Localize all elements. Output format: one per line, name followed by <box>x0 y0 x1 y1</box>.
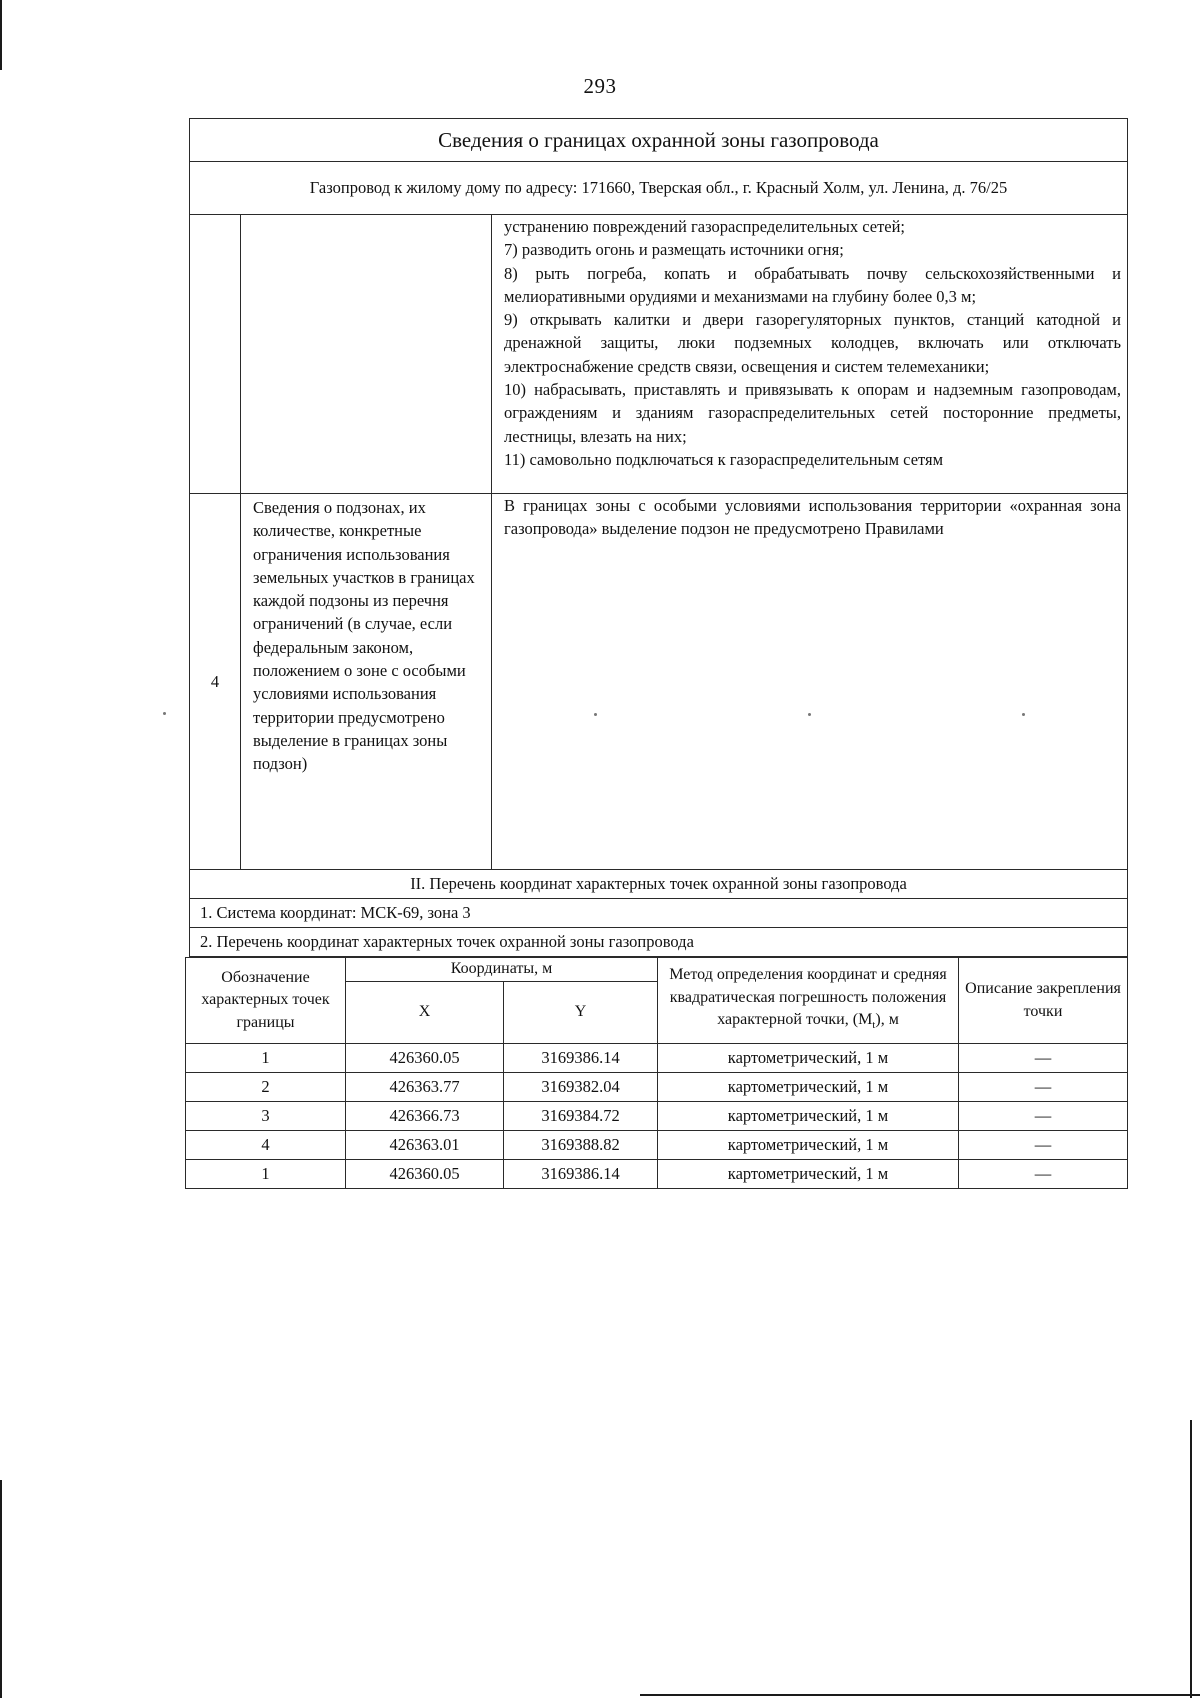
header-coordinates: Координаты, м <box>346 958 658 982</box>
coordinate-system: 1. Система координат: МСК-69, зона 3 <box>190 899 1128 928</box>
fixing-description: — <box>959 1131 1128 1160</box>
coordinates-table <box>185 957 1128 1189</box>
header-y: Y <box>504 982 658 1044</box>
header-method-end: ), м <box>875 1011 899 1029</box>
coord-y: 3169388.82 <box>504 1131 658 1160</box>
coordinate-list-title: 2. Перечень координат характерных точек охранной зоны газопровода <box>190 928 1128 957</box>
header-method-text: Метод определения координат и средняя квадратическая погрешность положения характерной точки, (M <box>669 966 947 1029</box>
table-subtitle: Газопровод к жилому дому по адресу: 171660, Тверская обл., г. Красный Холм, ул. Ленина, д. 76/25 <box>190 162 1128 215</box>
fixing-description: — <box>959 1160 1128 1189</box>
table-title: Сведения о границах охранной зоны газопровода <box>190 119 1128 162</box>
coord-x: 426363.77 <box>346 1073 504 1102</box>
row-number: 4 <box>190 494 241 870</box>
header-x: X <box>346 982 504 1044</box>
header-method <box>658 958 959 1044</box>
table-row <box>186 1131 1128 1160</box>
restriction-line: 10) набрасывать, приставлять и привязывать к опорам и надземным газопроводам, ограждениям и зданиям газораспределительных сетей посторонние предметы, лестницы, влезать на них; <box>504 380 1122 446</box>
method: картометрический, 1 м <box>658 1102 959 1131</box>
scan-speck <box>163 712 166 715</box>
restriction-line: 7) разводить огонь и размещать источники огня; <box>504 240 844 260</box>
coord-x: 426363.01 <box>346 1131 504 1160</box>
coord-y: 3169386.14 <box>504 1160 658 1189</box>
continuation-number-cell <box>190 215 241 494</box>
point-id: 3 <box>186 1102 346 1131</box>
point-id: 4 <box>186 1131 346 1160</box>
header-point: Обозначение характерных точек границы <box>186 958 346 1044</box>
method: картометрический, 1 м <box>658 1073 959 1102</box>
table-row <box>186 1102 1128 1131</box>
fixing-description: — <box>959 1044 1128 1073</box>
method: картометрический, 1 м <box>658 1160 959 1189</box>
coord-y: 3169384.72 <box>504 1102 658 1131</box>
scan-edge-left-top <box>0 0 2 70</box>
coord-x: 426366.73 <box>346 1102 504 1131</box>
coord-x: 426360.05 <box>346 1044 504 1073</box>
subzones-text: В границах зоны с особыми условиями использования территории «охранная зона газопровода» выделение подзон не предусмотрено Правилами <box>492 494 1128 870</box>
table-row <box>186 1044 1128 1073</box>
restriction-line: 9) открывать калитки и двери газорегуляторных пунктов, станций катодной и дренажной защиты, люки подземных колодцев, включать или отключать электроснабжение средств связи, освещения и систем телемеханики; <box>504 310 1122 376</box>
restriction-line: 8) рыть погреба, копать и обрабатывать почву сельскохозяйственными и мелиоративными орудиями и механизмами на глубину более 0,3 м; <box>504 263 1122 306</box>
restrictions-continuation <box>492 215 1128 494</box>
point-id: 1 <box>186 1044 346 1073</box>
header-method-subscript: t <box>872 1019 876 1032</box>
method: картометрический, 1 м <box>658 1131 959 1160</box>
point-id: 1 <box>186 1160 346 1189</box>
coord-x: 426360.05 <box>346 1160 504 1189</box>
table-row <box>186 1160 1128 1189</box>
method: картометрический, 1 м <box>658 1044 959 1073</box>
scan-edge-bottom <box>640 1694 1200 1696</box>
scan-edge-right-bottom <box>1190 1420 1192 1698</box>
continuation-label-cell <box>241 215 492 494</box>
subzones-label: Сведения о подзонах, их количестве, конкретные ограничения использования земельных участков в границах каждой подзоны из перечня ограничений (в случае, если федеральным законом, положением о зоне с особыми условиями использования территории предусмотрено выделение в границах зоны подзон) <box>241 494 492 870</box>
coord-y: 3169386.14 <box>504 1044 658 1073</box>
fixing-description: — <box>959 1073 1128 1102</box>
coord-y: 3169382.04 <box>504 1073 658 1102</box>
scan-edge-left-bottom <box>0 1480 2 1698</box>
restriction-line: устранению повреждений газораспределительных сетей; <box>504 217 906 236</box>
zone-info-table <box>189 118 1128 957</box>
header-description: Описание закрепления точки <box>959 958 1128 1044</box>
section-2-title: II. Перечень координат характерных точек охранной зоны газопровода <box>190 870 1128 899</box>
table-row <box>186 1073 1128 1102</box>
fixing-description: — <box>959 1102 1128 1131</box>
point-id: 2 <box>186 1073 346 1102</box>
page-number: 293 <box>583 74 617 98</box>
restriction-line: 11) самовольно подключаться к газораспределительным сетям <box>504 449 944 469</box>
